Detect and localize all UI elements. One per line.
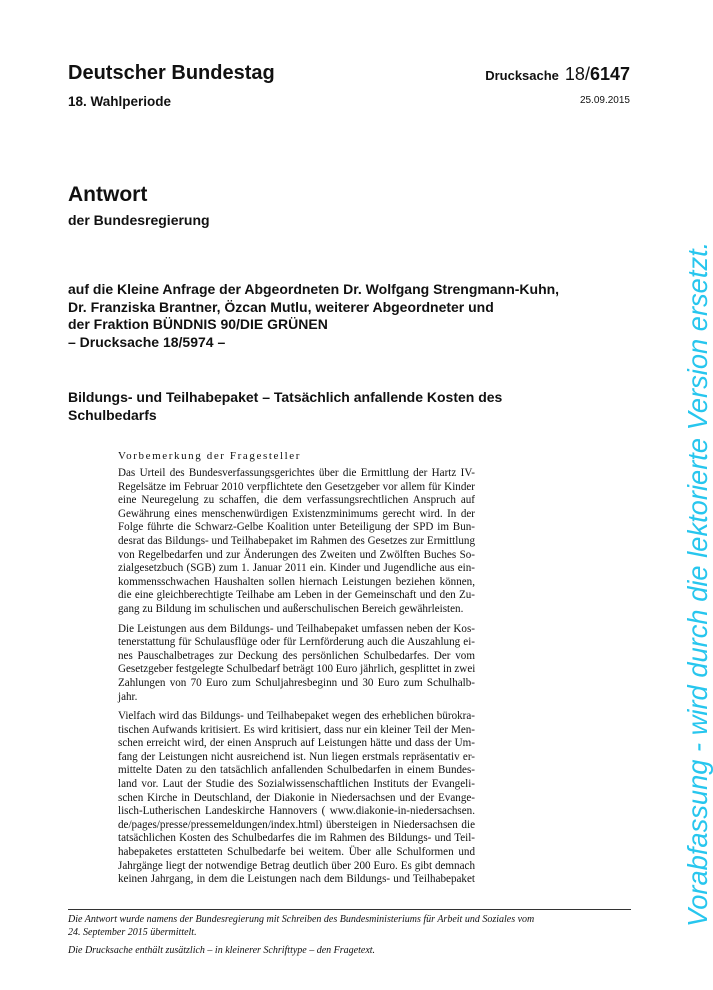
preliminary-remark-body bbox=[118, 467, 475, 893]
subject-line: Schulbedarfs bbox=[68, 407, 157, 423]
request-line: auf die Kleine Anfrage der Abgeordneten Dr. Wolfgang Strengmann-Kuhn, bbox=[68, 281, 560, 297]
body-paragraph-1 bbox=[118, 467, 475, 617]
body-line: Regelsätze im Februar 2010 verpflichtete den Gesetzgeber vor allem für Kinder bbox=[118, 480, 475, 493]
footer-line: 24. September 2015 übermittelt. bbox=[68, 926, 197, 938]
request-reference bbox=[68, 281, 559, 351]
body-line: lisch-Lutherischen Landeskirche Hannovers ( www.diakonie-in-niedersachsen. bbox=[118, 805, 475, 818]
draft-watermark: Vorabfassung - wird durch die lektorierte Version ersetzt. bbox=[682, 241, 713, 927]
body-line: Zahlungen von 70 Euro zum Schuljahresbeginn und 30 Euro zum Schulhalb- bbox=[118, 676, 475, 689]
document-type-heading: Antwort bbox=[68, 183, 148, 206]
request-line: der Fraktion BÜNDNIS 90/DIE GRÜNEN bbox=[68, 316, 328, 332]
footer-line: Die Antwort wurde namens der Bundesregierung mit Schreiben des Bundesministeriums für Arbeit und Soziales vom bbox=[68, 914, 535, 925]
body-line: habepaketes erstatteten Schulbedarfe bei weitem. Über alle Schulformen und bbox=[118, 846, 475, 859]
legislative-period: 18. Wahlperiode bbox=[68, 94, 172, 109]
body-line: Das Urteil des Bundesverfassungsgerichtes über die Ermittlung der Hartz IV- bbox=[118, 467, 475, 479]
document-issuer: der Bundesregierung bbox=[68, 212, 210, 228]
body-line: gang zu Bildung im schulischen und außerschulischen Bereich gewährleisten. bbox=[118, 602, 464, 615]
body-line: desrat das Bildungs- und Teilhabepaket im Rahmen des Gesetzes zur Ermittlung bbox=[118, 534, 475, 547]
footer-note: Die Drucksache enthält zusätzlich – in kleinerer Schrifttype – den Fragetext. bbox=[68, 945, 376, 956]
body-line: Vielfach wird das Bildungs- und Teilhabepaket wegen des erheblichen bürokra- bbox=[118, 710, 475, 723]
body-line: schen Kirche in Deutschland, der Diakonie in Niedersachsen und der Evange- bbox=[118, 791, 475, 804]
body-line: zialgesetzbuch (SGB) zum 1. Januar 2011 ein. Kinder und Jugendliche aus ein- bbox=[118, 562, 475, 575]
organization-title: Deutscher Bundestag bbox=[68, 62, 275, 84]
subject-line: Bildungs- und Teilhabepaket – Tatsächlich anfallende Kosten des bbox=[68, 389, 503, 405]
body-line: Die Leistungen aus dem Bildungs- und Teilhabepaket umfassen neben der Kos- bbox=[118, 622, 475, 635]
body-line: Folge führte die Schwarz-Gelbe Koalition unter Beteiligung der SPD im Bun- bbox=[118, 521, 475, 534]
drucksache-label: Drucksache bbox=[485, 68, 559, 83]
preliminary-remark-label: Vorbemerkung der Fragesteller bbox=[118, 450, 302, 462]
body-line: von Regelbedarfen und zur Änderungen des Zweiten und Zwölften Buches So- bbox=[118, 548, 475, 561]
body-line: Gesetzgeber festgelegte Schulbedarf beträgt 100 Euro jährlich, gesplittet in zwei bbox=[118, 663, 476, 676]
footer-divider bbox=[68, 909, 631, 910]
body-line: land vor. Laut der Studie des Sozialwissenschaftlichen Instituts der Evangeli- bbox=[118, 778, 475, 791]
body-line: tischen Aufwands kritisiert. Es wird kritisiert, dass nur ein kleiner Teil der Men- bbox=[118, 723, 475, 736]
body-line: die eine gleichberechtigte Teilhabe am Leben in der Gemeinschaft und den Zu- bbox=[118, 589, 475, 602]
body-line: tenerstattung für Schulausflüge oder für Lernförderung auch die Auszahlung ei- bbox=[118, 636, 475, 649]
footer-notes bbox=[68, 914, 631, 958]
request-line: – Drucksache 18/5974 – bbox=[68, 333, 226, 350]
body-line: Jahrgänge liegt der notwendige Betrag deutlich über 200 Euro. Es gibt demnach bbox=[118, 859, 475, 872]
body-line: de/pages/presse/pressemeldungen/index.html) übersteigen in Niedersachsen die bbox=[118, 818, 475, 831]
body-line: tatsächlichen Kosten des Schulbedarfes die im Rahmen des Bildungs- und Teil- bbox=[118, 832, 475, 845]
subject-heading bbox=[68, 388, 502, 424]
body-line: nes Pauschalbetrages zur Deckung des persönlichen Schulbedarfes. Der vom bbox=[118, 649, 475, 662]
body-line: mittelte Daten zu den tatsächlich anfallenden Schulbedarfen in einem Bundes- bbox=[118, 764, 475, 777]
body-line: schen erreicht wird, der einen Anspruch auf Leistungen hätte und dass der Um- bbox=[118, 737, 475, 750]
drucksache-number: 6147 bbox=[589, 64, 630, 84]
body-line: keinen Jahrgang, in dem die Leistungen nach dem Bildungs- und Teilhabepaket bbox=[118, 873, 475, 886]
drucksache-prefix: 18/ bbox=[564, 64, 590, 84]
body-line: kommensschwachen Haushalten sollen hiernach Leistungen beziehen können, bbox=[118, 575, 475, 588]
drucksache-id bbox=[485, 62, 630, 88]
body-line: eine Neuregelung zu schaffen, die dem verfassungsrechtlichen Anspruch auf bbox=[118, 494, 475, 507]
body-paragraph-3 bbox=[118, 710, 475, 887]
body-line: jahr. bbox=[118, 690, 138, 703]
body-line: Gewährung eines menschenwürdigen Existenzminimums gerecht wird. In der bbox=[118, 507, 475, 520]
document-date: 25.09.2015 bbox=[579, 95, 630, 106]
request-line: Dr. Franziska Brantner, Özcan Mutlu, weiterer Abgeordneter und bbox=[68, 298, 494, 315]
body-paragraph-2 bbox=[118, 623, 475, 705]
body-line: fang der Leistungen nicht ausreichend ist. Nun liegen erstmals repräsentativ er- bbox=[118, 750, 475, 763]
